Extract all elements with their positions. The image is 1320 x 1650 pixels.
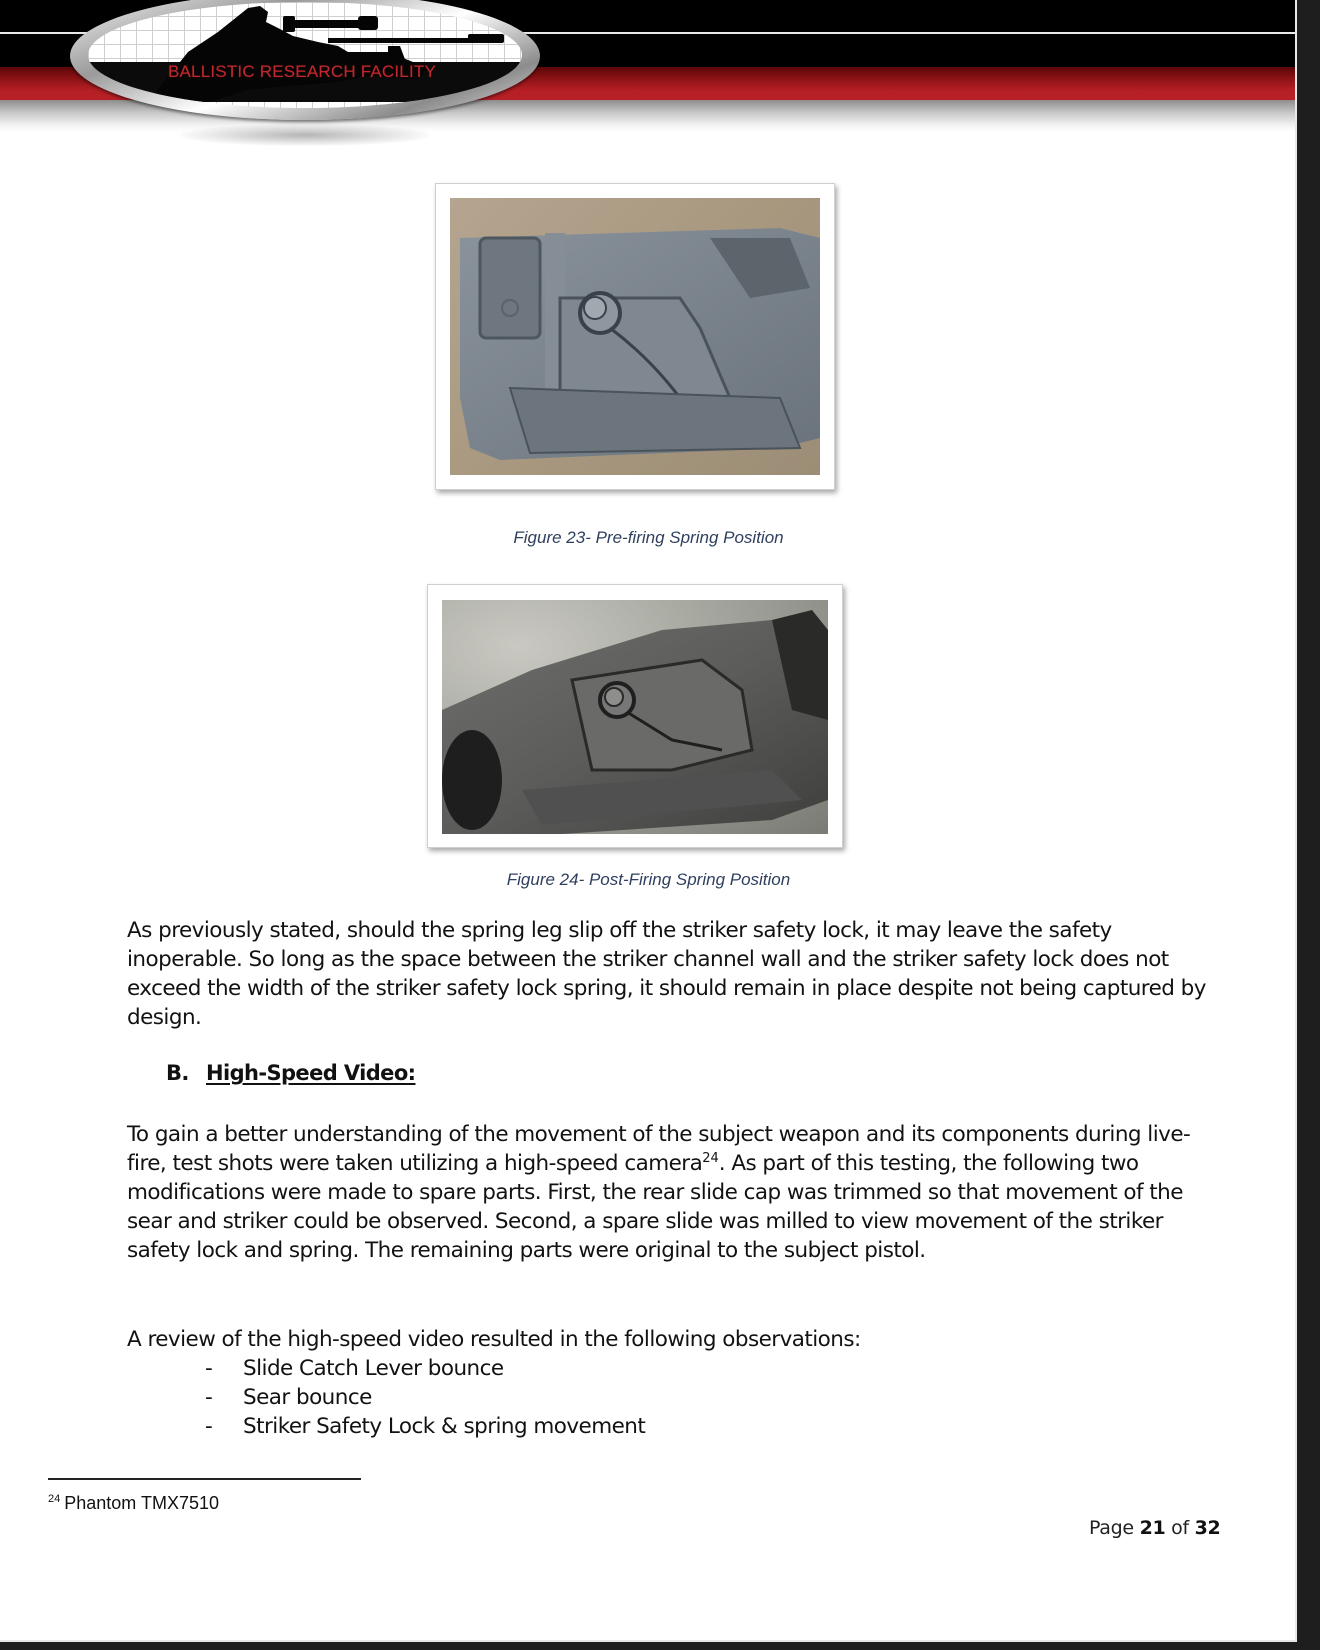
paragraph-text-part-2: . As part of this testing, the following two modifications were made to spare parts. First, the rear slide cap was trimmed so that movement of the sear and striker could be observed. Second, a spare slide was milled to view movement of the striker safety lock and spring. The remaining parts were original to the subject pistol. (127, 1151, 1183, 1263)
footnote-text: Phantom TMX7510 (64, 1493, 220, 1513)
footnote-separator (48, 1478, 361, 1480)
figure-23-caption: Figure 23- Pre-firing Spring Position (513, 528, 784, 547)
footnote-reference-24[interactable]: 24 (702, 1150, 719, 1166)
figure-23-photo (450, 198, 820, 475)
body-paragraph-high-speed-camera (127, 1120, 1227, 1265)
body-paragraph-spring-leg: As previously stated, should the spring leg slip off the striker safety lock, it may leave the safety inoperable. So long as the space between the striker channel wall and the striker safety lock does not exceed the width of the striker safety lock spring, it should remain in place despite not being captured by design. (127, 918, 1206, 1030)
list-item-text: Slide Catch Lever bounce (243, 1356, 504, 1381)
figure-24-photo (442, 600, 828, 834)
striker-lock-pre-firing-image (450, 198, 820, 475)
list-item-text: Sear bounce (243, 1385, 372, 1410)
logo-shadow (180, 124, 430, 146)
section-heading-high-speed-video (166, 1061, 415, 1085)
list-dash: - (205, 1356, 213, 1381)
figure-24 (427, 584, 843, 848)
body-paragraph-observations-intro: A review of the high-speed video resulted in the following observations: (127, 1327, 861, 1352)
section-title: High-Speed Video: (206, 1061, 416, 1085)
page-number (1089, 1517, 1220, 1539)
figure-24-caption: Figure 24- Post-Firing Spring Position (506, 870, 791, 889)
page-label: Page (1089, 1517, 1134, 1539)
list-item (205, 1354, 645, 1383)
paragraph-text-part-1: To gain a better understanding of the movement of the subject weapon and its components during live-fire, test shots were taken utilizing a high-speed camera (127, 1122, 1191, 1176)
striker-lock-post-firing-image (442, 600, 828, 834)
header-banner (0, 0, 1297, 130)
page-current: 21 (1139, 1517, 1166, 1539)
logo-grid-background (88, 2, 522, 108)
footnote-24 (48, 1493, 219, 1514)
page-total: 32 (1194, 1517, 1221, 1539)
observations-list (205, 1354, 645, 1441)
list-dash: - (205, 1414, 213, 1439)
of-label: of (1171, 1517, 1189, 1539)
list-item (205, 1412, 645, 1441)
footnote-number: 24 (48, 1493, 61, 1505)
list-dash: - (205, 1385, 213, 1410)
ballistic-research-facility-logo (70, 0, 540, 120)
list-item-text: Striker Safety Lock & spring movement (243, 1414, 646, 1439)
section-letter: B. (166, 1061, 189, 1085)
logo-text: BALLISTIC RESEARCH FACILITY (167, 62, 437, 81)
list-item (205, 1383, 645, 1412)
sniper-silhouette-icon (88, 2, 522, 108)
figure-23 (435, 183, 835, 490)
